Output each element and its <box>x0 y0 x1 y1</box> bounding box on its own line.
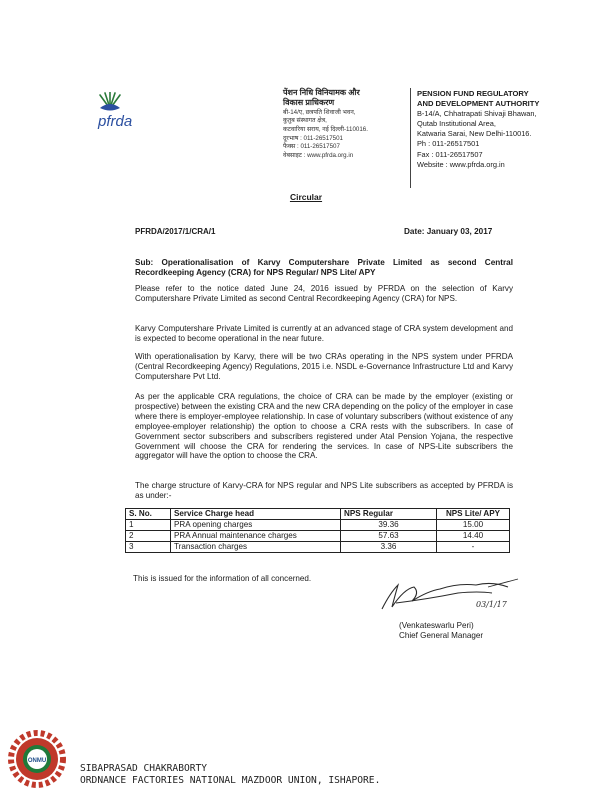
footer-organization: ORDNANCE FACTORIES NATIONAL MAZDOOR UNION, ISHAPORE. <box>80 774 381 786</box>
reference-number: PFRDA/2017/1/CRA/1 <box>135 227 216 236</box>
charges-table <box>125 508 510 553</box>
cell-service: PRA opening charges <box>171 520 341 531</box>
cell-sno: 1 <box>126 520 171 531</box>
address-line: Qutab Institutional Area, <box>417 119 496 129</box>
signatory-designation: Chief General Manager <box>399 631 484 641</box>
footer-text <box>80 763 380 786</box>
letterhead-divider <box>410 88 411 188</box>
hindi-org-name-2: विकास प्राधिकरण <box>283 98 335 108</box>
col-header-sno: S. No. <box>126 509 171 520</box>
cell-nps-lite: 15.00 <box>437 520 510 531</box>
document-heading: Circular <box>289 192 323 202</box>
hindi-phone: दूरभाष : 011-26517501 <box>283 134 343 142</box>
union-emblem <box>6 728 68 790</box>
hindi-address-line: कटवारिया सराय, नई दिल्ली-110016. <box>283 126 368 133</box>
table-row <box>126 542 510 553</box>
letterhead-hindi <box>283 88 408 160</box>
phone: Ph : 011-26517501 <box>417 139 480 149</box>
paragraph-5: The charge structure of Karvy-CRA for NPS regular and NPS Lite subscribers as accepted by PFRDA is as under:- <box>135 481 513 500</box>
hindi-org-name-1: पेंशन निधि विनियामक और <box>283 88 360 97</box>
paragraph-4: As per the applicable CRA regulations, the choice of CRA can be made by the employer (existing or prospective) between the existing CRA and the new CRA depending on the policy of the employer in case where there is employer-employee relationship. In case of voluntary subscribers (without existence of any employee-employer relationship) the option to choose a CRA rests with the subscribers. In case of Government sector subscribers and subscribers registered under Atal Pension Yojana, the respective Government will choose the CRA for rendering the services. In case of NPS-Lite subscribers the aggregator will have the option to choose the CRA. <box>135 392 513 461</box>
signatory-name: (Venkateswarlu Peri) <box>399 621 474 630</box>
logo-wordmark: pfrda <box>98 113 133 130</box>
cell-nps-lite: - <box>437 542 510 553</box>
cell-service: PRA Annual maintenance charges <box>171 531 341 542</box>
table-header-row <box>126 509 510 520</box>
cell-sno: 3 <box>126 542 171 553</box>
cell-nps-regular: 57.63 <box>341 531 437 542</box>
emblem-text: ONMU <box>27 758 47 764</box>
hindi-fax: फैक्स : 011-26517507 <box>283 143 340 151</box>
col-header-nps-regular: NPS Regular <box>341 509 437 520</box>
signatory-block <box>399 621 483 642</box>
letterhead-english <box>417 89 607 170</box>
fax: Fax : 011-26517507 <box>417 149 483 159</box>
org-name-line-1: PENSION FUND REGULATORY <box>417 89 529 98</box>
org-name-line-2: AND DEVELOPMENT AUTHORITY <box>417 99 540 109</box>
signature-date: 03/1/17 <box>476 600 507 609</box>
cell-sno: 2 <box>126 531 171 542</box>
pfrda-logo <box>96 92 148 138</box>
address-line: Katwaria Sarai, New Delhi-110016. <box>417 129 532 139</box>
footer-name: SIBAPRASAD CHAKRABORTY <box>80 763 208 774</box>
paragraph-2: Karvy Computershare Private Limited is currently at an advanced stage of CRA system development and is expected to become operational in the near future. <box>135 324 513 343</box>
cell-nps-regular: 39.36 <box>341 520 437 531</box>
lotus-icon <box>100 92 120 111</box>
circular-date: Date: January 03, 2017 <box>404 227 493 236</box>
closing-line: This is issued for the information of all concerned. <box>133 574 312 583</box>
cell-nps-regular: 3.36 <box>341 542 437 553</box>
handwritten-signature <box>368 563 528 625</box>
col-header-nps-lite: NPS Lite/ APY <box>437 509 510 520</box>
hindi-website: वेबसाइट : www.pfrda.org.in <box>283 151 354 159</box>
cell-nps-lite: 14.40 <box>437 531 510 542</box>
subject-line: Sub: Operationalisation of Karvy Computershare Private Limited as second Central Recordkeeping Agency (CRA) for NPS Regular/ NPS Lite/ APY <box>135 258 513 278</box>
hindi-address-line: बी-14/ए, छत्रपति शिवाजी भवन, <box>283 108 356 116</box>
paragraph-3: With operationalisation by Karvy, there will be two CRAs operating in the NPS system under PFRDA (Central Recordkeeping Agency) Regulations, 2015 i.e. NSDL e-Governance Infrastructure Ltd and Karvy Computershare Pvt Ltd. <box>135 352 513 381</box>
cell-service: Transaction charges <box>171 542 341 553</box>
hindi-address-line: कुतुब संस्थागत क्षेत्र, <box>283 117 327 125</box>
table-row <box>126 531 510 542</box>
address-line: B-14/A, Chhatrapati Shivaji Bhawan, <box>417 109 537 119</box>
paragraph-1: Please refer to the notice dated June 24, 2016 issued by PFRDA on the selection of Karvy Computershare Private Limited as second Central Recordkeeping Agency (CRA) for NPS. <box>135 284 513 303</box>
col-header-service: Service Charge head <box>171 509 341 520</box>
website: Website : www.pfrda.org.in <box>417 159 505 169</box>
table-row <box>126 520 510 531</box>
